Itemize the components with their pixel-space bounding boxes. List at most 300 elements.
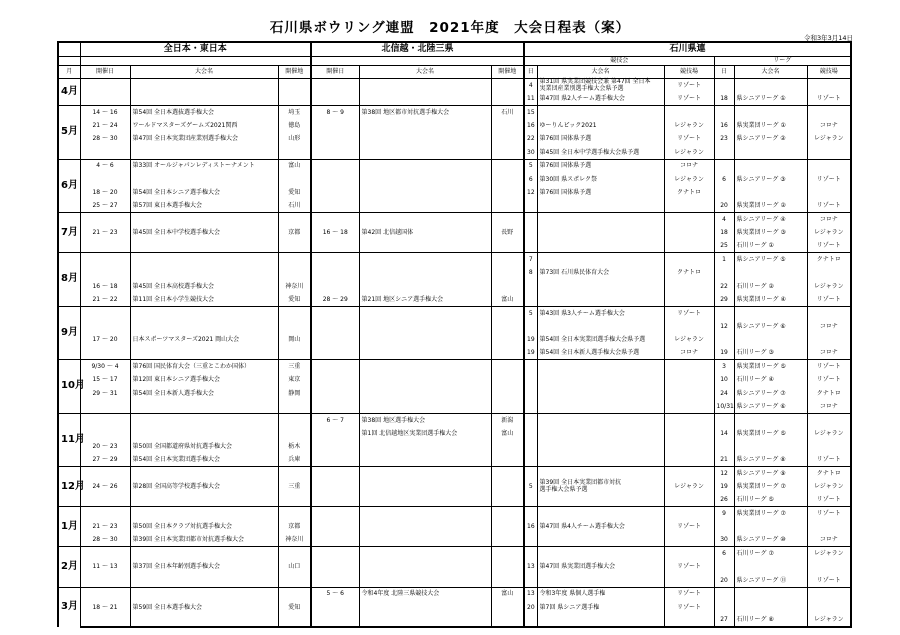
cell-day-4 xyxy=(714,413,734,426)
month-label: 4月 xyxy=(58,79,80,106)
cell-kaisai-2 xyxy=(311,186,359,199)
cell-day-3 xyxy=(524,226,537,239)
cell-taikai-3 xyxy=(537,213,664,226)
month-label: 8月 xyxy=(58,253,80,307)
cell-kaisai-2 xyxy=(311,467,359,480)
cell-basho-1 xyxy=(278,266,311,279)
cell-kaisai-1: 4 〜 6 xyxy=(80,159,130,172)
cell-taikai-4 xyxy=(734,266,807,279)
cell-taikai-1: 第39回 全日本実業団都市対抗選手権大会 xyxy=(130,534,278,547)
cell-taikai-1: 第28回 全国高等学校選手権大会 xyxy=(130,480,278,493)
cell-day-3 xyxy=(524,386,537,399)
cell-taikai-2 xyxy=(359,306,491,319)
cell-taikai-4: 県実業団リーグ ① xyxy=(734,119,807,132)
cell-taikai-2 xyxy=(359,386,491,399)
cell-kaisai-1: 28 〜 30 xyxy=(80,132,130,145)
table-row xyxy=(58,186,851,199)
cell-jo-3: クナトロ xyxy=(664,186,714,199)
cell-taikai-1 xyxy=(130,413,278,426)
cell-kaisai-2 xyxy=(311,213,359,226)
cell-jo-3 xyxy=(664,106,714,119)
month-label: 6月 xyxy=(58,159,80,213)
cell-taikai-1 xyxy=(130,146,278,159)
cell-jo-4: レジャラン xyxy=(807,132,851,145)
cell-basho-1: 神奈川 xyxy=(278,534,311,547)
cell-taikai-1: 第45回 全日本高校選手権大会 xyxy=(130,279,278,292)
cell-taikai-4 xyxy=(734,440,807,453)
cell-jo-3: レジャラン xyxy=(664,119,714,132)
document-date: 令和3年3月14日 xyxy=(803,34,853,42)
cell-taikai-2 xyxy=(359,520,491,533)
cell-kaisai-2 xyxy=(311,373,359,386)
cell-jo-3: コロナ xyxy=(664,346,714,359)
cell-basho-2 xyxy=(491,373,524,386)
cell-day-4: 10 xyxy=(714,373,734,386)
cell-basho-2 xyxy=(491,493,524,506)
cell-kaisai-1: 21 〜 23 xyxy=(80,520,130,533)
cell-taikai-3 xyxy=(537,360,664,373)
cell-jo-4: リゾート xyxy=(807,199,851,212)
cell-basho-2 xyxy=(491,132,524,145)
cell-day-3: 4 xyxy=(524,79,537,93)
cell-day-4 xyxy=(714,560,734,573)
cell-taikai-3 xyxy=(537,493,664,506)
cell-basho-1 xyxy=(278,146,311,159)
cell-jo-3 xyxy=(664,534,714,547)
cell-taikai-1 xyxy=(130,587,278,600)
cell-taikai-2: 第42回 北信越国体 xyxy=(359,226,491,239)
table-row xyxy=(58,440,851,453)
cell-jo-3 xyxy=(664,413,714,426)
cell-kaisai-2 xyxy=(311,279,359,292)
cell-jo-3 xyxy=(664,614,714,627)
cell-basho-2 xyxy=(491,92,524,105)
table-row xyxy=(58,253,851,266)
cell-basho-2 xyxy=(491,333,524,346)
table-row xyxy=(58,293,851,306)
cell-taikai-2 xyxy=(359,453,491,466)
cell-taikai-2 xyxy=(359,92,491,105)
cell-basho-2 xyxy=(491,480,524,493)
cell-jo-4 xyxy=(807,146,851,159)
cell-taikai-4: 県シニアリーグ ⑨ xyxy=(734,467,807,480)
cell-taikai-3 xyxy=(537,226,664,239)
cell-jo-3 xyxy=(664,467,714,480)
cell-taikai-4: 県シニアリーグ ① xyxy=(734,92,807,105)
table-row xyxy=(58,279,851,292)
cell-kaisai-1: 29 〜 31 xyxy=(80,386,130,399)
cell-basho-2 xyxy=(491,159,524,172)
cell-taikai-1: 第57回 東日本選手権大会 xyxy=(130,199,278,212)
cell-kaisai-1: 16 〜 18 xyxy=(80,279,130,292)
cell-jo-3: レジャラン xyxy=(664,146,714,159)
cell-day-4 xyxy=(714,587,734,600)
table-row xyxy=(58,614,851,627)
cell-taikai-3 xyxy=(537,413,664,426)
cell-day-3 xyxy=(524,293,537,306)
cell-taikai-3 xyxy=(537,427,664,440)
cell-basho-2: 新潟 xyxy=(491,413,524,426)
cell-day-4: 23 xyxy=(714,132,734,145)
cell-taikai-3: 第47回 県2人チーム選手権大会 xyxy=(537,92,664,105)
col-taikai-4: 大会名 xyxy=(734,66,807,79)
cell-basho-2: 長野 xyxy=(491,226,524,239)
cell-kaisai-2 xyxy=(311,199,359,212)
cell-jo-3 xyxy=(664,574,714,587)
cell-taikai-4: 県シニアリーグ ⑧ xyxy=(734,453,807,466)
cell-basho-1 xyxy=(278,239,311,252)
cell-kaisai-2 xyxy=(311,400,359,413)
cell-jo-4: コロナ xyxy=(807,213,851,226)
cell-kaisai-2: 8 〜 9 xyxy=(311,106,359,119)
cell-day-3: 22 xyxy=(524,132,537,145)
month-label: 3月 xyxy=(58,587,80,627)
header-blank xyxy=(58,42,80,57)
cell-jo-3: リゾート xyxy=(664,132,714,145)
cell-kaisai-1: 15 〜 17 xyxy=(80,373,130,386)
table-row xyxy=(58,373,851,386)
table-row xyxy=(58,106,851,119)
cell-basho-1: 愛知 xyxy=(278,186,311,199)
cell-day-3: 5 xyxy=(524,306,537,319)
cell-basho-1: 愛知 xyxy=(278,600,311,613)
cell-taikai-2 xyxy=(359,400,491,413)
cell-day-3 xyxy=(524,427,537,440)
cell-day-3: 13 xyxy=(524,560,537,573)
cell-kaisai-1 xyxy=(80,507,130,520)
cell-taikai-3: 第76回 国体県予選 xyxy=(537,159,664,172)
cell-taikai-3 xyxy=(537,534,664,547)
cell-jo-3: レジャラン xyxy=(664,480,714,493)
cell-taikai-3: 第47回 県実業団選手権大会 xyxy=(537,560,664,573)
cell-basho-2 xyxy=(491,507,524,520)
table-row xyxy=(58,306,851,319)
cell-taikai-4: 県シニアリーグ ⑥ xyxy=(734,320,807,333)
cell-taikai-1: 第37回 全日本年齢別選手権大会 xyxy=(130,560,278,573)
cell-taikai-4 xyxy=(734,159,807,172)
cell-basho-2 xyxy=(491,600,524,613)
cell-taikai-4: 県実業団リーグ ② xyxy=(734,199,807,212)
cell-basho-2 xyxy=(491,453,524,466)
cell-kaisai-2 xyxy=(311,159,359,172)
table-row xyxy=(58,493,851,506)
cell-taikai-3 xyxy=(537,199,664,212)
cell-jo-4 xyxy=(807,333,851,346)
cell-jo-4 xyxy=(807,266,851,279)
cell-jo-4: クナトロ xyxy=(807,253,851,266)
cell-basho-1 xyxy=(278,614,311,627)
cell-day-4 xyxy=(714,186,734,199)
cell-kaisai-1: 9/30 〜 4 xyxy=(80,360,130,373)
cell-basho-2 xyxy=(491,79,524,93)
cell-kaisai-1 xyxy=(80,172,130,185)
header-blank-4 xyxy=(311,57,524,66)
cell-taikai-2 xyxy=(359,239,491,252)
cell-basho-1 xyxy=(278,467,311,480)
cell-kaisai-1 xyxy=(80,413,130,426)
cell-day-3 xyxy=(524,534,537,547)
cell-kaisai-1 xyxy=(80,239,130,252)
cell-taikai-2 xyxy=(359,79,491,93)
cell-taikai-3 xyxy=(537,239,664,252)
cell-taikai-4 xyxy=(734,600,807,613)
cell-day-3 xyxy=(524,467,537,480)
cell-taikai-3: 第31回 県実業団競技会兼 第47回 全日本 実業団産業別選手権大会県予選 xyxy=(537,79,664,93)
cell-basho-1 xyxy=(278,79,311,93)
cell-basho-1 xyxy=(278,306,311,319)
cell-basho-1: 石川 xyxy=(278,199,311,212)
table-row xyxy=(58,172,851,185)
cell-kaisai-1 xyxy=(80,320,130,333)
cell-basho-1 xyxy=(278,574,311,587)
cell-day-3: 16 xyxy=(524,119,537,132)
table-row xyxy=(58,92,851,105)
cell-basho-2 xyxy=(491,172,524,185)
cell-day-4: 20 xyxy=(714,574,734,587)
cell-taikai-2: 第21回 地区シニア選手権大会 xyxy=(359,293,491,306)
cell-kaisai-1: 21 〜 24 xyxy=(80,119,130,132)
cell-kaisai-2 xyxy=(311,507,359,520)
cell-jo-4: クナトロ xyxy=(807,467,851,480)
cell-day-4: 19 xyxy=(714,346,734,359)
cell-kaisai-2 xyxy=(311,333,359,346)
cell-taikai-3: 第54回 全日本新人選手権大会県予選 xyxy=(537,346,664,359)
cell-kaisai-1 xyxy=(80,92,130,105)
cell-kaisai-2 xyxy=(311,119,359,132)
cell-taikai-1: 第47回 全日本実業団産業別選手権大会 xyxy=(130,132,278,145)
cell-basho-1: 徳島 xyxy=(278,119,311,132)
cell-jo-4: クナトロ xyxy=(807,386,851,399)
cell-taikai-4 xyxy=(734,560,807,573)
table-row xyxy=(58,480,851,493)
cell-basho-2 xyxy=(491,199,524,212)
cell-kaisai-1 xyxy=(80,614,130,627)
cell-day-3: 5 xyxy=(524,159,537,172)
cell-day-4: 14 xyxy=(714,427,734,440)
cell-day-4 xyxy=(714,146,734,159)
cell-basho-1: 埼玉 xyxy=(278,106,311,119)
cell-jo-3: リゾート xyxy=(664,520,714,533)
table-row xyxy=(58,266,851,279)
cell-taikai-2 xyxy=(359,279,491,292)
table-row xyxy=(58,587,851,600)
cell-taikai-2 xyxy=(359,320,491,333)
table-row xyxy=(58,427,851,440)
cell-jo-4: コロナ xyxy=(807,320,851,333)
cell-day-3: 15 xyxy=(524,106,537,119)
cell-kaisai-2 xyxy=(311,440,359,453)
cell-jo-3 xyxy=(664,320,714,333)
cell-taikai-2 xyxy=(359,253,491,266)
cell-kaisai-2: 16 〜 18 xyxy=(311,226,359,239)
col-taikai-3: 大会名 xyxy=(537,66,664,79)
cell-jo-4: レジャラン xyxy=(807,547,851,560)
cell-taikai-3 xyxy=(537,440,664,453)
cell-day-4: 26 xyxy=(714,493,734,506)
cell-day-3 xyxy=(524,493,537,506)
schedule-body xyxy=(58,79,851,628)
cell-basho-1 xyxy=(278,493,311,506)
cell-taikai-2 xyxy=(359,614,491,627)
cell-basho-2 xyxy=(491,266,524,279)
cell-taikai-4: 石川リーグ ⑦ xyxy=(734,547,807,560)
cell-taikai-3 xyxy=(537,106,664,119)
cell-kaisai-1 xyxy=(80,306,130,319)
cell-basho-2 xyxy=(491,346,524,359)
cell-day-3 xyxy=(524,413,537,426)
cell-jo-3 xyxy=(664,440,714,453)
cell-taikai-1: 第45回 全日本中学校選手権大会 xyxy=(130,226,278,239)
cell-basho-2 xyxy=(491,253,524,266)
table-row xyxy=(58,560,851,573)
cell-taikai-4 xyxy=(734,146,807,159)
cell-taikai-4: 県シニアリーグ ④ xyxy=(734,213,807,226)
cell-kaisai-1 xyxy=(80,266,130,279)
cell-day-4 xyxy=(714,306,734,319)
cell-day-4 xyxy=(714,333,734,346)
cell-taikai-2 xyxy=(359,507,491,520)
cell-jo-4: リゾート xyxy=(807,172,851,185)
document-title: 石川県ボウリング連盟 2021年度 大会日程表（案） xyxy=(269,20,631,36)
cell-basho-1 xyxy=(278,507,311,520)
cell-taikai-3: 第76回 国体県予選 xyxy=(537,186,664,199)
cell-kaisai-2 xyxy=(311,79,359,93)
cell-kaisai-1 xyxy=(80,587,130,600)
cell-taikai-1 xyxy=(130,92,278,105)
header-kyogikai: 競技会 xyxy=(524,57,714,66)
cell-day-3: 13 xyxy=(524,587,537,600)
cell-taikai-1: 第50回 全国都道府県対抗選手権大会 xyxy=(130,440,278,453)
cell-jo-3 xyxy=(664,279,714,292)
header-league: リーグ xyxy=(714,57,851,66)
cell-basho-2 xyxy=(491,534,524,547)
cell-basho-2 xyxy=(491,386,524,399)
cell-kaisai-2 xyxy=(311,360,359,373)
cell-kaisai-1 xyxy=(80,574,130,587)
cell-day-4: 3 xyxy=(714,360,734,373)
cell-taikai-2 xyxy=(359,132,491,145)
cell-kaisai-2: 5 〜 6 xyxy=(311,587,359,600)
table-row xyxy=(58,547,851,560)
cell-jo-4: リゾート xyxy=(807,360,851,373)
cell-kaisai-2 xyxy=(311,172,359,185)
cell-day-3 xyxy=(524,614,537,627)
cell-basho-2: 石川 xyxy=(491,106,524,119)
cell-jo-4 xyxy=(807,560,851,573)
cell-day-3 xyxy=(524,453,537,466)
cell-kaisai-2 xyxy=(311,574,359,587)
table-row xyxy=(58,453,851,466)
cell-day-4: 30 xyxy=(714,534,734,547)
cell-basho-2: 富山 xyxy=(491,293,524,306)
cell-taikai-2 xyxy=(359,146,491,159)
table-row xyxy=(58,534,851,547)
cell-day-4: 29 xyxy=(714,293,734,306)
cell-taikai-3 xyxy=(537,373,664,386)
table-row xyxy=(58,119,851,132)
cell-taikai-4: 石川リーグ ② xyxy=(734,279,807,292)
cell-taikai-4: 県シニアリーグ ⑪ xyxy=(734,574,807,587)
cell-basho-1 xyxy=(278,320,311,333)
cell-day-3: 8 xyxy=(524,266,537,279)
cell-basho-1 xyxy=(278,427,311,440)
cell-taikai-1: 第54回 全日本実業団選手権大会 xyxy=(130,453,278,466)
cell-jo-4: コロナ xyxy=(807,346,851,359)
cell-kaisai-1 xyxy=(80,146,130,159)
cell-day-4 xyxy=(714,266,734,279)
cell-day-3 xyxy=(524,360,537,373)
cell-day-4: 6 xyxy=(714,172,734,185)
cell-kaisai-1: 18 〜 20 xyxy=(80,186,130,199)
cell-jo-4: リゾート xyxy=(807,493,851,506)
cell-kaisai-2 xyxy=(311,146,359,159)
table-row xyxy=(58,239,851,252)
month-label: 5月 xyxy=(58,106,80,160)
cell-jo-3 xyxy=(664,453,714,466)
cell-jo-4: リゾート xyxy=(807,293,851,306)
cell-basho-1 xyxy=(278,346,311,359)
cell-day-4: 21 xyxy=(714,453,734,466)
cell-taikai-4: 石川リーグ ⑤ xyxy=(734,493,807,506)
cell-kaisai-1: 18 〜 21 xyxy=(80,600,130,613)
cell-taikai-1 xyxy=(130,507,278,520)
col-taikai-1: 大会名 xyxy=(130,66,278,79)
cell-taikai-2: 第38回 地区都市対抗選手権大会 xyxy=(359,106,491,119)
cell-jo-3 xyxy=(664,400,714,413)
cell-day-3 xyxy=(524,373,537,386)
cell-kaisai-2 xyxy=(311,480,359,493)
table-row xyxy=(58,226,851,239)
cell-basho-2 xyxy=(491,400,524,413)
cell-taikai-3: 第30回 県スポレク祭 xyxy=(537,172,664,185)
cell-taikai-1: 第11回 全日本小学生競技大会 xyxy=(130,293,278,306)
cell-kaisai-2 xyxy=(311,320,359,333)
cell-day-3 xyxy=(524,279,537,292)
cell-taikai-1: 日本スポーツマスターズ2021 岡山大会 xyxy=(130,333,278,346)
cell-taikai-4: 県実業団リーグ ⑦ xyxy=(734,480,807,493)
cell-basho-1: 三重 xyxy=(278,480,311,493)
cell-day-4: 20 xyxy=(714,199,734,212)
cell-taikai-2 xyxy=(359,159,491,172)
cell-jo-4: レジャラン xyxy=(807,226,851,239)
cell-basho-2 xyxy=(491,614,524,627)
cell-taikai-2 xyxy=(359,172,491,185)
cell-day-3: 19 xyxy=(524,346,537,359)
cell-taikai-3 xyxy=(537,279,664,292)
cell-taikai-1 xyxy=(130,493,278,506)
month-label: 1月 xyxy=(58,507,80,547)
cell-taikai-1 xyxy=(130,172,278,185)
cell-kaisai-2 xyxy=(311,266,359,279)
cell-basho-1 xyxy=(278,413,311,426)
cell-basho-1 xyxy=(278,587,311,600)
col-day-4: 日 xyxy=(714,66,734,79)
table-row xyxy=(58,400,851,413)
cell-taikai-1 xyxy=(130,213,278,226)
cell-taikai-4: 県実業団リーグ ⑤ xyxy=(734,360,807,373)
cell-basho-2 xyxy=(491,186,524,199)
cell-basho-2: 富山 xyxy=(491,587,524,600)
cell-basho-2 xyxy=(491,119,524,132)
cell-taikai-4: 県実業団リーグ ⑤ xyxy=(734,427,807,440)
cell-jo-3: リゾート xyxy=(664,587,714,600)
cell-taikai-1 xyxy=(130,346,278,359)
cell-jo-3 xyxy=(664,213,714,226)
cell-jo-3: レジャラン xyxy=(664,333,714,346)
table-row xyxy=(58,146,851,159)
cell-taikai-4: 県実業団リーグ ⑦ xyxy=(734,507,807,520)
cell-basho-1: 京都 xyxy=(278,226,311,239)
